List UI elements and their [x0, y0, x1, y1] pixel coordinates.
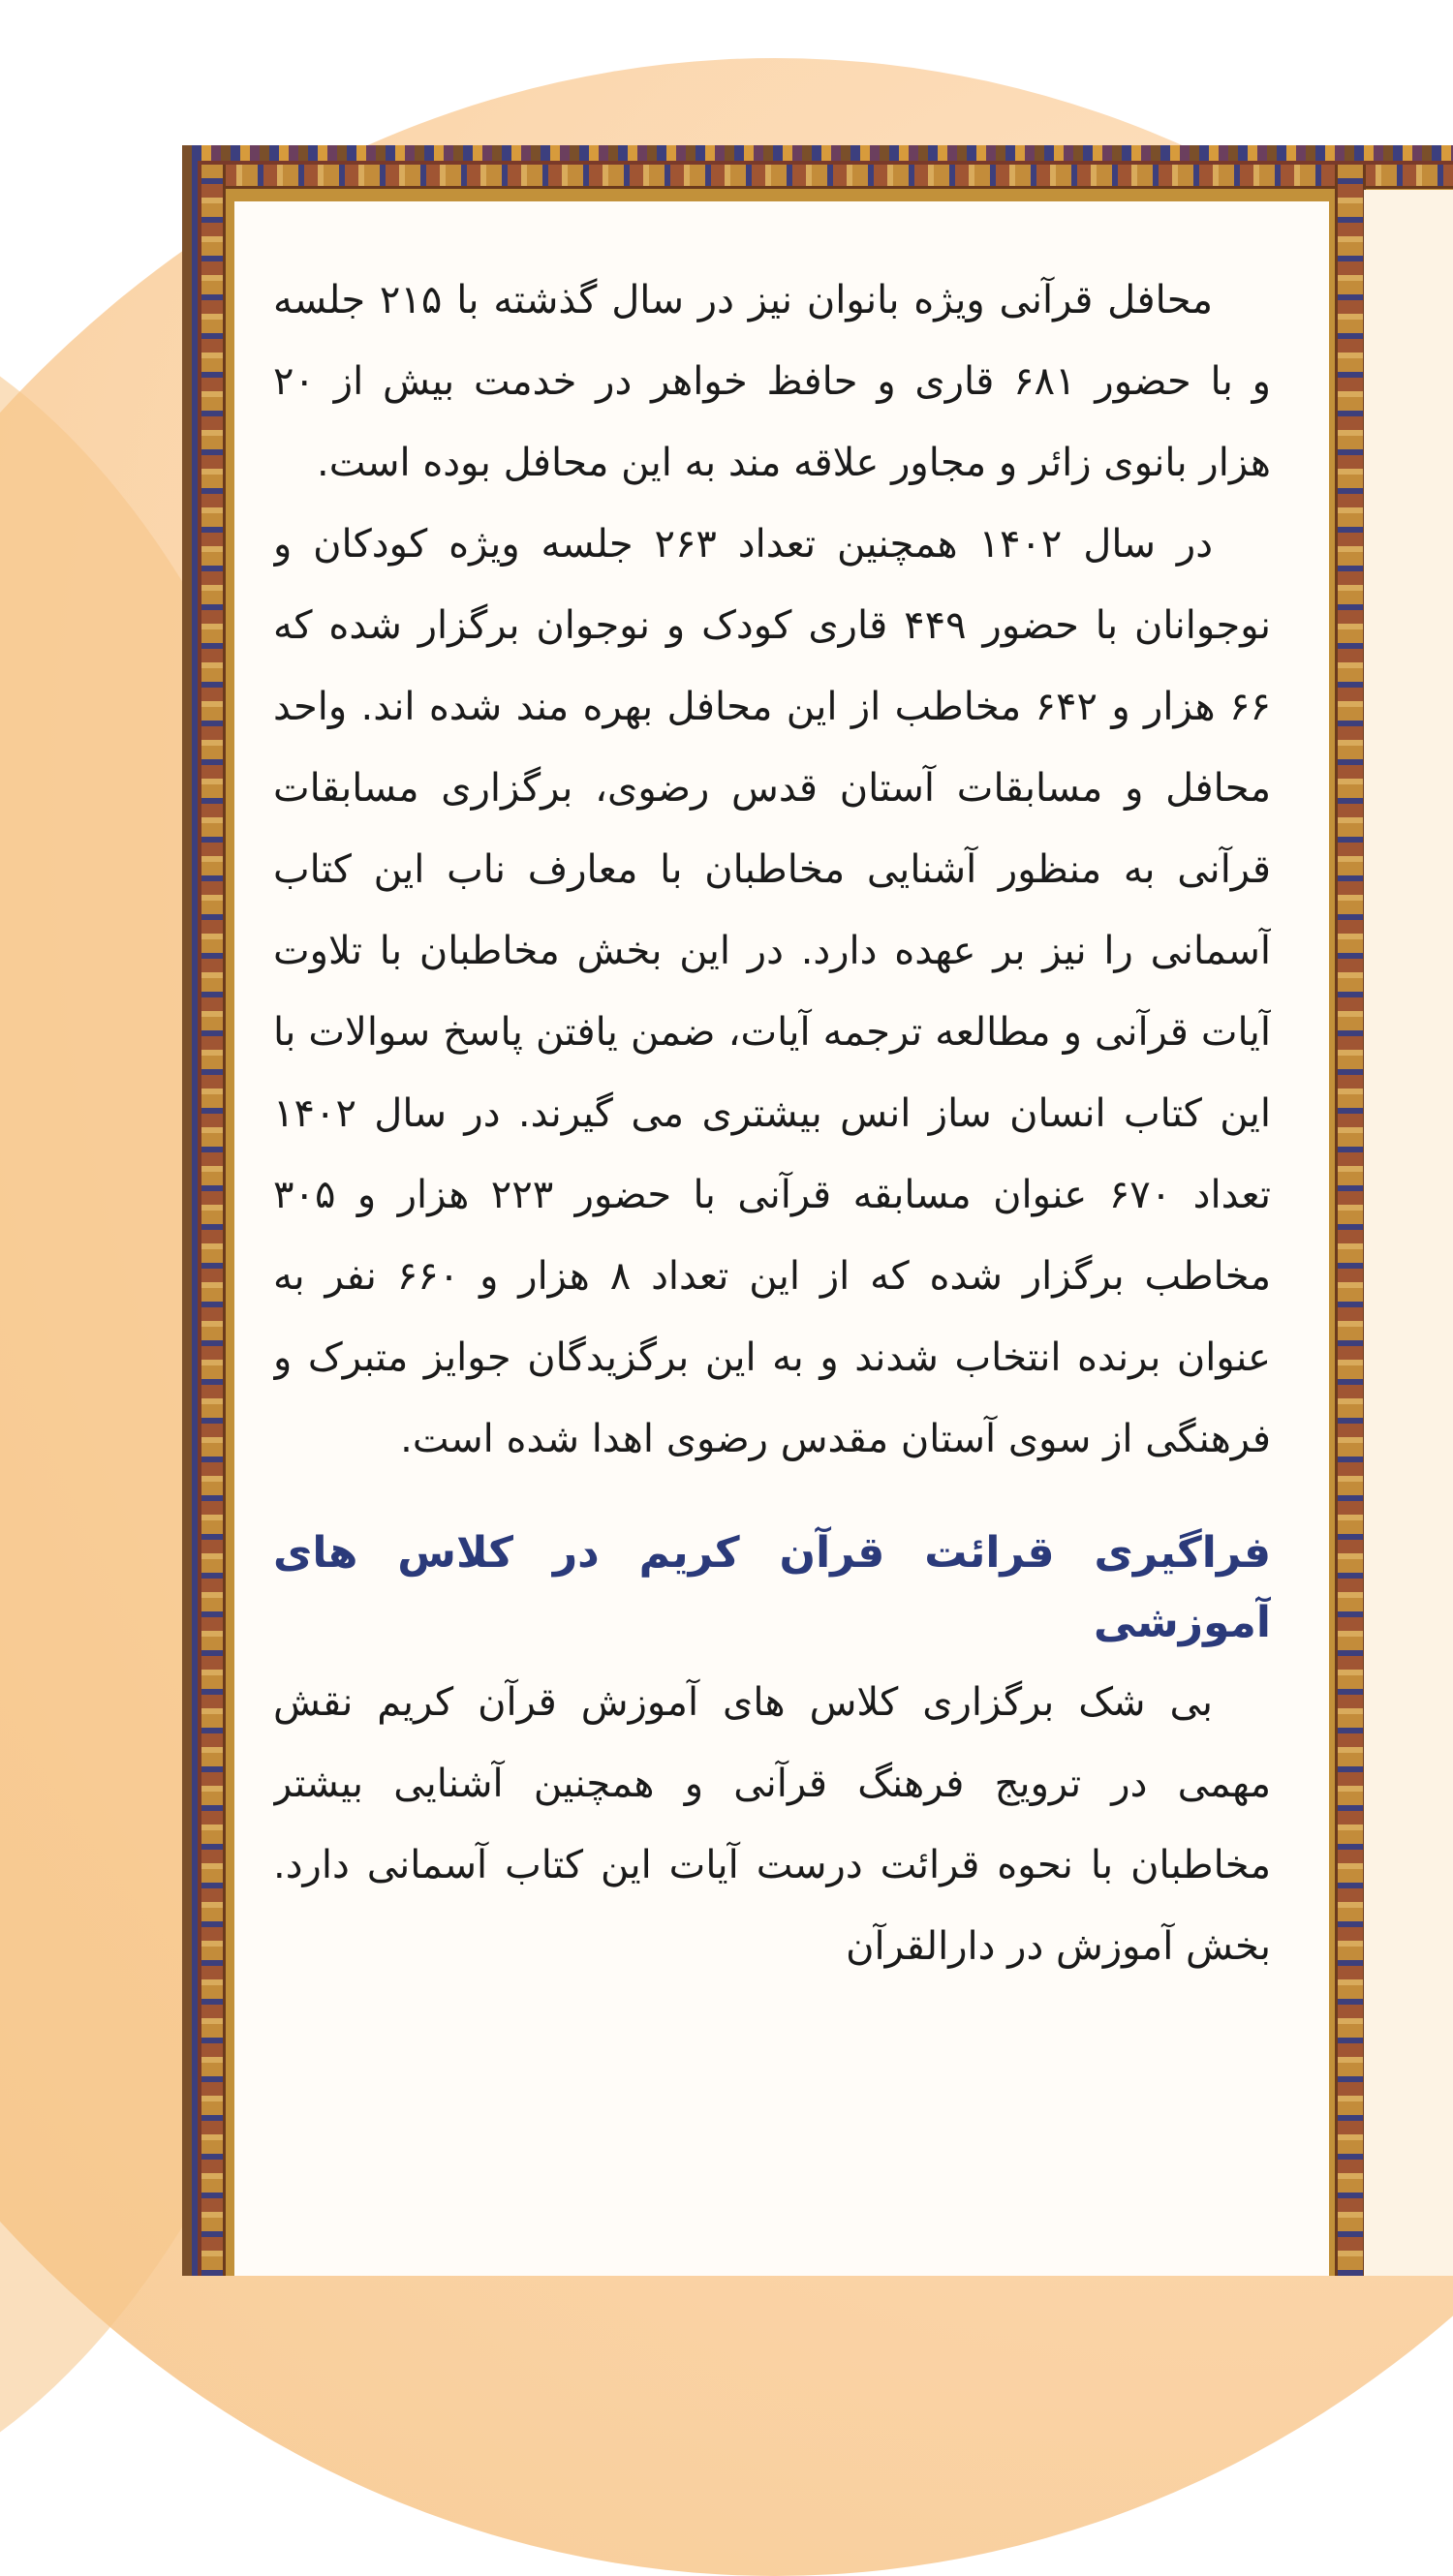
article-body [273, 260, 1271, 2276]
frame-border-left [201, 165, 226, 2276]
frame-border-right [1335, 165, 1366, 2276]
paragraph-3: بی شک برگزاری کلاس های آموزش قرآن کریم نقش مهمی در ترویج فرهنگ قرآنی و همچنین آشنایی بیشتر مخاطبان با نحوه قرائت درست آیات این کتاب آسمانی دارد. بخش آموزش در دارالقرآن [273, 1680, 1271, 1969]
frame-inner [198, 161, 1453, 2276]
frame-border-top [201, 165, 1453, 189]
ornamental-frame [182, 145, 1453, 2276]
paragraph-2: در سال ۱۴۰۲ همچنین تعداد ۲۶۳ جلسه ویژه کودکان و نوجوانان با حضور ۴۴۹ قاری کودک و نوجوان برگزار شده که ۶۶ هزار و ۶۴۲ مخاطب از این محافل بهره مند شده اند. واحد محافل و مسابقات آستان قدس رضوی، برگزاری مسابقات قرآنی به منظور آشنایی مخاطبان با معارف ناب این کتاب آسمانی را نیز بر عهده دارد. در این بخش مخاطبان با تلاوت آیات قرآنی و مطالعه ترجمه آیات، ضمن یافتن پاسخ سوالات با این کتاب انسان ساز انس بیشتری می گیرند. در سال ۱۴۰۲ تعداد ۶۷۰ عنوان مسابقه قرآنی با حضور ۲۲۳ هزار و ۳۰۵ مخاطب برگزار شده که از این تعداد ۸ هزار و ۶۶۰ نفر به عنوان برنده انتخاب شدند و به این برگزیدگان جوایز متبرک و فرهنگی از سوی آستان مقدس رضوی اهدا شده است. [273, 522, 1271, 1461]
paragraph-1: محافل قرآنی ویژه بانوان نیز در سال گذشته با ۲۱۵ جلسه و با حضور ۶۸۱ قاری و حافظ خواهر در خدمت بیش از ۲۰ هزار بانوی زائر و مجاور علاقه مند به این محافل بوده است. [273, 278, 1271, 485]
section-heading-text: فراگیری قرائت قرآن کریم در کلاس های آموزشی [273, 1528, 1271, 1647]
section-heading [273, 1518, 1271, 1658]
frame-side-panel [1364, 190, 1453, 2276]
text-page [234, 201, 1329, 2276]
